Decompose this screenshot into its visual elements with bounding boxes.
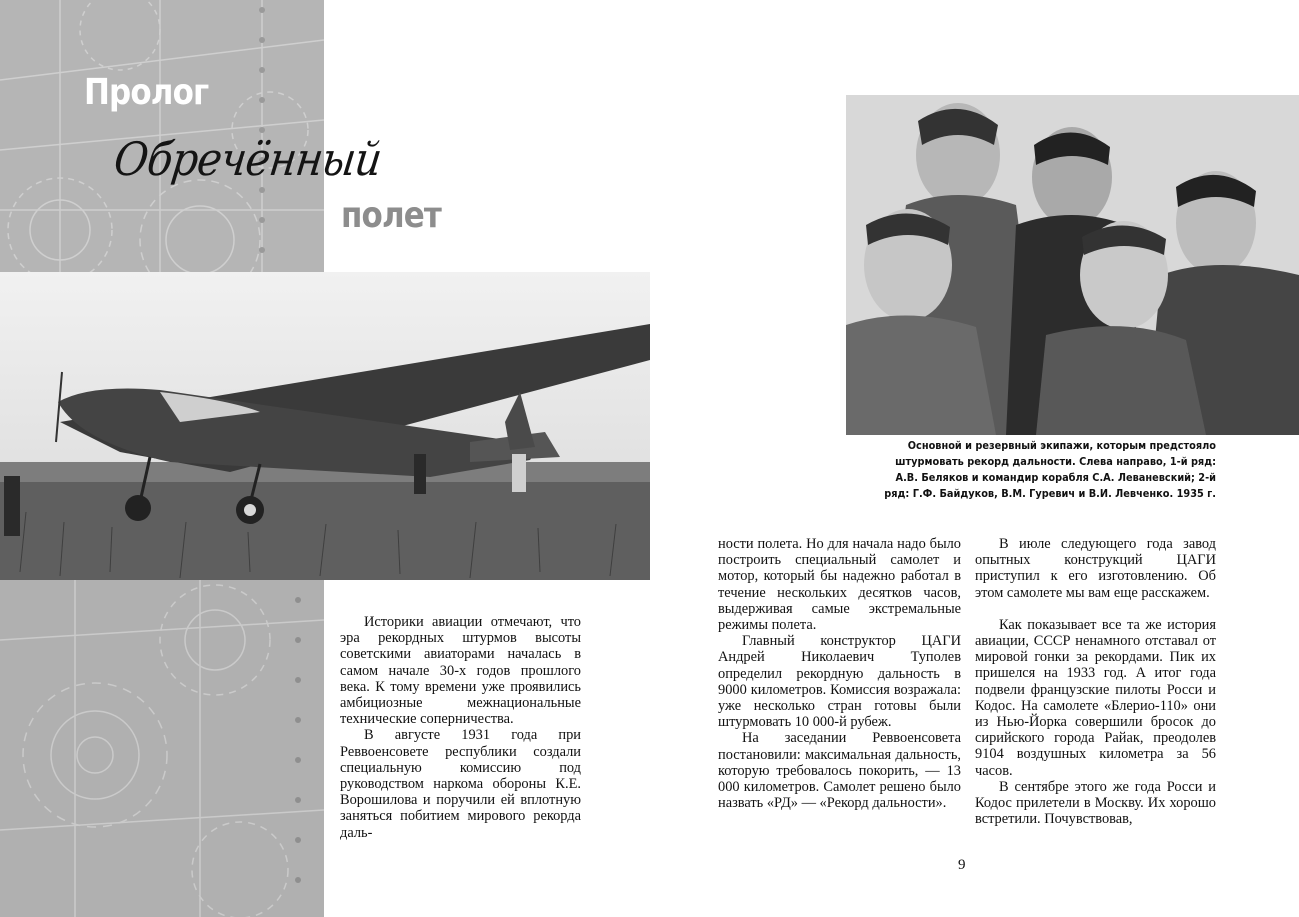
paragraph: Историки авиации отмечают, что эра рекордных штурмов высоты советскими авиаторами началась в самом начале 30-х годов прошлого века. К тому времени уже проявились амбициозные межнациональные технические соперничества. (340, 614, 581, 728)
section-label: Пролог (84, 72, 209, 113)
decorative-panel-bottom (0, 580, 324, 917)
text-column-3 (975, 536, 1216, 827)
paragraph: ности полета. Но для начала надо было построить специальный самолет и мотор, который бы надежно работал в течение нескольких десятков часов, выдерживая самые экстремальные режимы полета. (718, 536, 961, 634)
paragraph: В августе 1931 года при Реввоенсовете республики создали специальную комиссию под руководством наркома обороны К.Е. Ворошилова и поручили ей вплотную заняться побитием мирового рекорда даль- (340, 727, 581, 841)
text-column-2 (718, 536, 961, 811)
airplane-photo (0, 272, 650, 580)
paragraph: Как показывает все та же история авиации, СССР ненамного отставал от мировой гонки за рекордами. Пик их пришелся на 1933 год. А итог года подвели французские пилоты Росси и Кодос. На самолете «Блерио-110» они из Нью-Йорка совершили бросок до сирийского города Райак, преодолев 9104 воздушных километра за 56 часов. (975, 616, 1216, 779)
photo-caption: Основной и резервный экипажи, которым предстояло штурмовать рекорд дальности. Слева направо, 1-й ряд: А.В. Беляков и командир корабля С.А. Леваневский; 2-й ряд: Г.Ф. Байдуков, В.М. Гуревич и В.И. Левченко. 1935 г. (884, 440, 1216, 500)
chapter-title-subtitle: полет (341, 195, 441, 236)
page-number: 9 (958, 857, 966, 873)
paragraph: В июле следующего года завод опытных конструкций ЦАГИ приступил к его изготовлению. Об этом самолете мы вам еще расскажем. (975, 536, 1216, 601)
chapter-title-script: Обречённый (111, 132, 385, 186)
gear-pattern-bottom (0, 580, 324, 917)
paragraph: В сентябре этого же года Росси и Кодос прилетели в Москву. Их хорошо встретили. Почувствовав, (975, 778, 1216, 828)
text-column-1 (340, 614, 581, 841)
crew-photo (846, 95, 1299, 435)
paragraph: Главный конструктор ЦАГИ Андрей Николаевич Туполев определил рекордную дальность в 9000 километров. Комиссия возражала: уже несколько стран готовы были штурмовать 10 000-й рубеж. (718, 633, 961, 731)
paragraph: На заседании Реввоенсовета постановили: максимальная дальность, которую требовалось покорить, — 13 000 километров. Самолет решено было назвать «РД» — «Рекорд дальности». (718, 730, 961, 812)
